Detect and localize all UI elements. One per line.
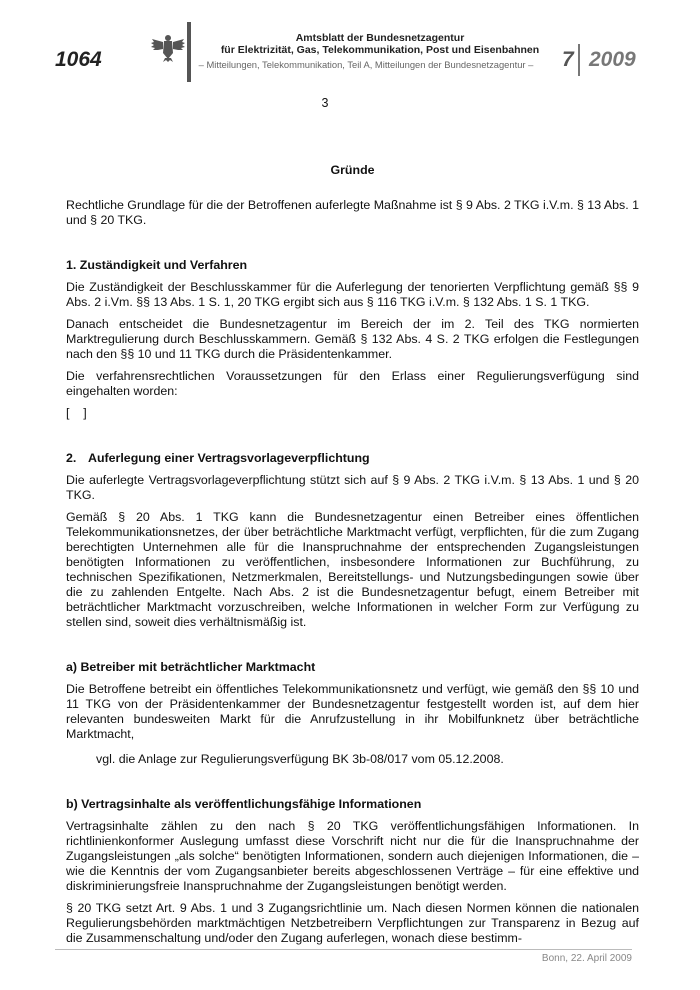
journal-title-line-1: Amtsblatt der Bundesnetzagentur <box>295 32 465 44</box>
section-2-title <box>66 451 639 466</box>
section-a-paragraph-1: Die Betroffene betreibt ein öffentliches Telekommunikationsnetz und verfügt, wie gemäß den §§ 10 und 11 TKG von der Präsidentenkammer der Bundesnetzagentur festgestellt worden ist, auf dem hier relevanten bundesweiten Markt für die Anrufzustellung in ihr Mobilfunknetz über beträchtliche Marktmacht, <box>66 682 639 741</box>
page-number: 1064 <box>55 48 102 71</box>
header-divider <box>187 22 191 82</box>
journal-subtitle: – Mitteilungen, Telekommunikation, Teil A, Mitteilungen der Bundesnetzagentur – <box>198 59 534 70</box>
section-b-paragraph-2: § 20 TKG setzt Art. 9 Abs. 1 und 3 Zugangsrichtlinie um. Nach diesen Normen können die nationalen Regulierungsbehörden marktmächtigen Netzbetreibern Verpflichtungen zur Transparenz in Bezug auf die Zusammenschaltung und/oder den Zugang auferlegen, wonach diese bestimm- <box>66 901 639 945</box>
internal-page-number: 3 <box>321 96 329 110</box>
section-2-number: 2. <box>66 451 77 465</box>
issue-number: 7 <box>562 48 574 71</box>
section-2-paragraph-1: Die auferlegte Vertragsvorlageverpflichtung stützt sich auf § 9 Abs. 2 TKG i.V.m. § 13 Abs. 1 und § 20 TKG. <box>66 473 639 502</box>
placeholder-brackets: [ ] <box>66 406 87 420</box>
section-a-quote: vgl. die Anlage zur Regulierungsverfügung BK 3b-08/017 vom 05.12.2008. <box>96 752 504 766</box>
issue-divider <box>578 44 580 76</box>
section-1-paragraph-2: Danach entscheidet die Bundesnetzagentur im Bereich der im 2. Teil des TKG normierten Marktregulierung durch Beschlusskammern. Gemäß § 132 Abs. 4 S. 2 TKG erfolgen die Festlegungen nach den §§ 10 und 11 TKG durch die Präsidentenkammer. <box>66 317 639 361</box>
section-1-paragraph-1: Die Zuständigkeit der Beschlusskammer für die Auferlegung der tenorierten Verpflichtung gemäß §§ 9 Abs. 2 i.Vm. §§ 13 Abs. 1 S. 1, 20 TKG ergibt sich aus § 116 TKG i.V.m. § 132 Abs. 1 S. 1 TKG. <box>66 280 639 309</box>
document-body <box>66 163 639 953</box>
section-2-paragraph-2: Gemäß § 20 Abs. 1 TKG kann die Bundesnetzagentur einen Betreiber eines öffentlichen Telekommunikationsnetzes, der über beträchtliche Marktmacht verfügt, verpflichten, für die zum Zugang berechtigten Unternehmen alle für die Inanspruchnahme der entsprechenden Zugangsleistungen benötigten Informationen zu veröffentlichen, insbesondere Informationen zur Buchführung, zu technischen Spezifikationen, Netzmerkmalen, Bereitstellungs- und Nutzungsbedingungen sowie über die zu zahlenden Entgelte. Nach Abs. 2 ist die Bundesnetzagentur befugt, einem Betreiber mit beträchtlicher Marktmacht vorzuschreiben, welche Informationen in welcher Form zur Verfügung zu stellen sind, soweit dies verhältnismäßig ist. <box>66 510 639 629</box>
section-b-title: b) Vertragsinhalte als veröffentlichungsfähige Informationen <box>66 797 422 811</box>
federal-eagle-icon <box>150 33 186 63</box>
section-2-title-text: Auferlegung einer Vertragsvorlageverpflichtung <box>88 451 370 465</box>
section-heading-gruende: Gründe <box>330 163 375 177</box>
journal-title-line-2: für Elektrizität, Gas, Telekommunikation, Post und Eisenbahnen <box>220 44 540 56</box>
section-a-title: a) Betreiber mit beträchtlicher Marktmacht <box>66 660 316 674</box>
section-1-title: 1. Zuständigkeit und Verfahren <box>66 258 248 272</box>
footer-divider <box>55 949 632 950</box>
section-b-paragraph-1: Vertragsinhalte zählen zu den nach § 20 TKG veröffentlichungsfähigen Informationen. In richtlinienkonformer Auslegung umfasst diese Vorschrift nicht nur die für die Inanspruchnahme der Zugangsleistungen „als solche“ benötigten Informationen, sondern auch diejenigen Informationen, die – wie die Kenntnis der vom Zugangsanbieter bereits abgeschlossenen Verträge – für eine effektive und diskriminierungsfreie Inanspruchnahme der Zugangsleistungen benötigt werden. <box>66 819 639 893</box>
section-1-paragraph-3: Die verfahrensrechtlichen Voraussetzungen für den Erlass einer Regulierungsverfügung sind eingehalten worden: <box>66 369 639 398</box>
issue-year: 2009 <box>589 48 636 71</box>
journal-title <box>200 32 560 56</box>
intro-paragraph: Rechtliche Grundlage für die der Betroffenen auferlegte Maßnahme ist § 9 Abs. 2 TKG i.V.m. § 13 Abs. 1 und § 20 TKG. <box>66 198 639 227</box>
footer-place-date: Bonn, 22. April 2009 <box>541 953 632 964</box>
